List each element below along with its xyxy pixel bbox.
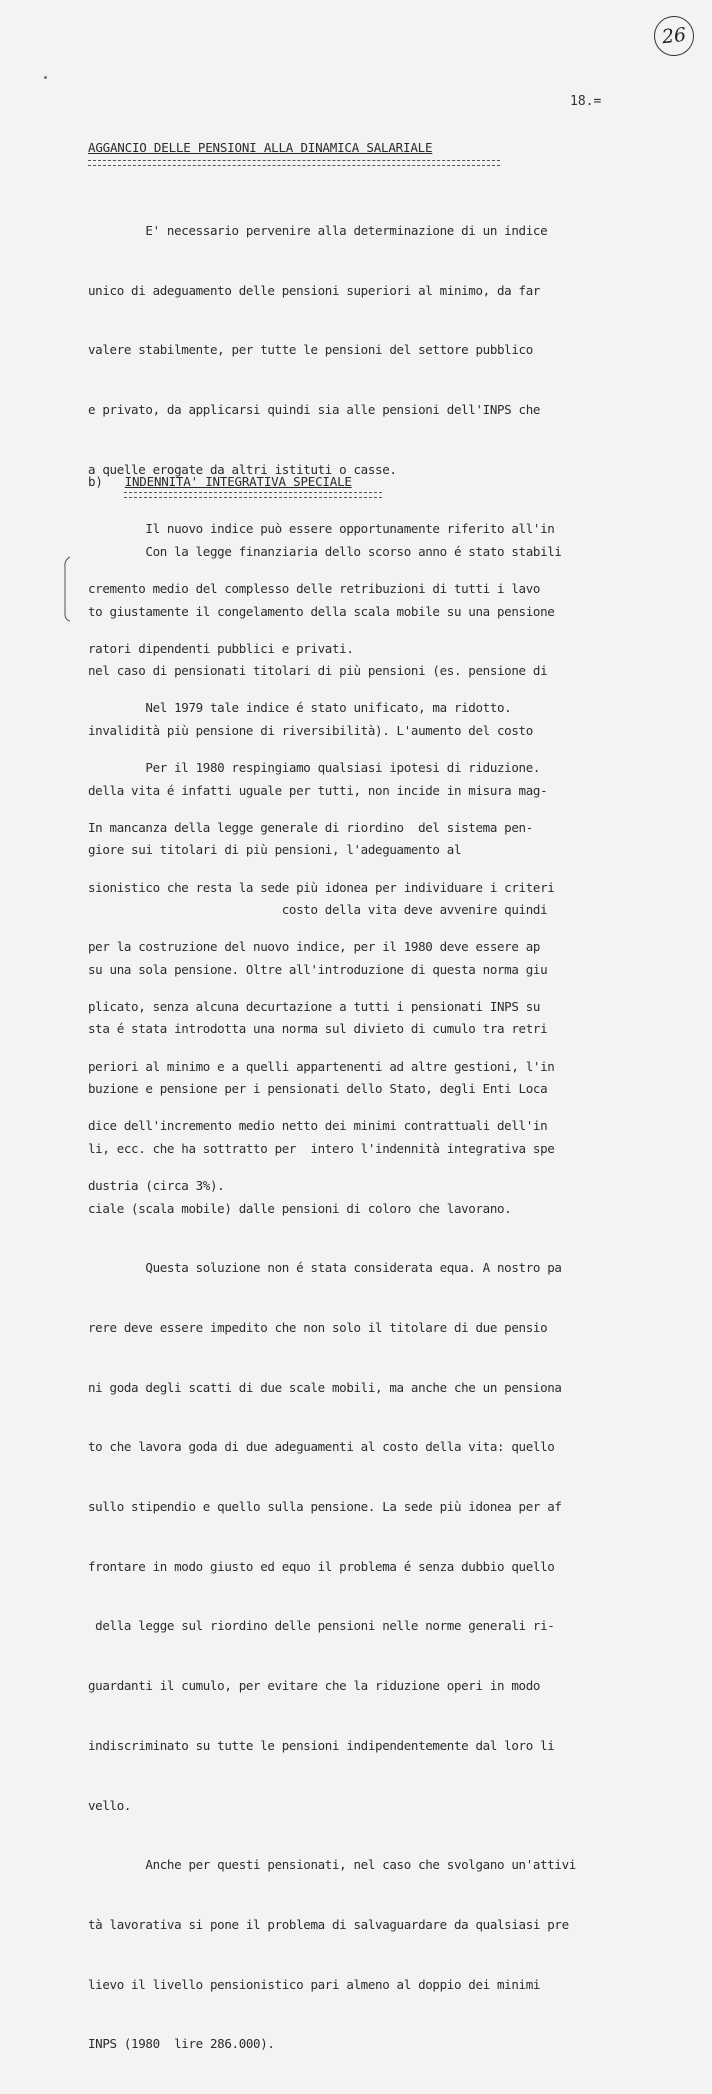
section-title: AGGANCIO DELLE PENSIONI ALLA DINAMICA SALARIALE (88, 140, 433, 155)
title-double-underline (88, 160, 500, 166)
text-line: Il nuovo indice può essere opportunamente riferito all'in (88, 521, 555, 537)
text-line: indiscriminato su tutte le pensioni indipendentemente dal loro li (88, 1737, 555, 1753)
text-line: dice dell'incremento medio netto dei minimi contrattuali dell'in (88, 1118, 548, 1134)
text-line: ciale (scala mobile) dalle pensioni di coloro che lavorano. (88, 1200, 512, 1216)
text-line: sullo stipendio e quello sulla pensione. La sede più idonea per af (88, 1499, 562, 1515)
text-line: e privato, da applicarsi quindi sia alle pensioni dell'INPS che (88, 401, 541, 417)
paragraph-block-2 (88, 502, 648, 2094)
text-line: Nel 1979 tale indice é stato unificato, ma ridotto. (88, 700, 512, 716)
text-line: Con la legge finanziaria dello scorso anno é stato stabili (88, 543, 562, 559)
text-line: a quelle erogate da altri istituti o casse. (88, 461, 397, 477)
text-line: In mancanza della legge generale di riordino del sistema pen- (88, 819, 533, 835)
text-line: valere stabilmente, per tutte le pensioni del settore pubblico (88, 342, 533, 358)
circled-page-number: 26 (652, 14, 696, 58)
text-line: sionistico che resta la sede più idonea per individuare i criteri (88, 879, 555, 895)
text-line: invalidità più pensione di riversibilità). L'aumento del costo (88, 722, 533, 738)
text-line: rere deve essere impedito che non solo il titolare di due pensio (88, 1319, 548, 1335)
text-line: ni goda degli scatti di due scale mobili, ma anche che un pensiona (88, 1379, 562, 1395)
text-line: plicato, senza alcuna decurtazione a tutti i pensionati INPS su (88, 998, 541, 1014)
text-line: buzione e pensione per i pensionati dello Stato, degli Enti Loca (88, 1081, 548, 1097)
text-line: INPS (1980 lire 286.000). (88, 2036, 275, 2052)
text-line: sta é stata introdotta una norma sul divieto di cumulo tra retri (88, 1021, 548, 1037)
subsection-heading (88, 474, 352, 489)
text-line: Per il 1980 respingiamo qualsiasi ipotesi di riduzione. (88, 760, 541, 776)
text-line: vello. (88, 1797, 132, 1813)
text-line: cremento medio del complesso delle retribuzioni di tutti i lavo (88, 581, 541, 597)
text-line: tà lavorativa si pone il problema di salvaguardare da qualsiasi pre (88, 1916, 569, 1932)
text-line: su una sola pensione. Oltre all'introduzione di questa norma giu (88, 961, 548, 977)
text-line: costo della vita deve avvenire quindi (88, 902, 548, 918)
text-line: to che lavora goda di due adeguamenti al costo della vita: quello (88, 1439, 555, 1455)
text-line: periori al minimo e a quelli appartenenti ad altre gestioni, l'in (88, 1058, 555, 1074)
margin-bracket-mark (62, 556, 72, 622)
subsection-prefix: b) (88, 474, 103, 489)
text-line: E' necessario pervenire alla determinazione di un indice (88, 222, 548, 238)
text-line: della vita é infatti uguale per tutti, non incide in misura mag- (88, 782, 548, 798)
text-line: to giustamente il congelamento della scala mobile su una pensione (88, 603, 555, 619)
text-line: giore sui titolari di più pensioni, l'adeguamento al (88, 842, 462, 858)
text-line: lievo il livello pensionistico pari almeno al doppio dei minimi (88, 1976, 541, 1992)
text-line: frontare in modo giusto ed equo il problema é senza dubbio quello (88, 1558, 555, 1574)
text-line: Questa soluzione non é stata considerata equa. A nostro pa (88, 1260, 562, 1276)
speck-mark (44, 76, 47, 79)
text-line: ratori dipendenti pubblici e privati. (88, 640, 354, 656)
text-line: Anche per questi pensionati, nel caso che svolgano un'attivi (88, 1857, 576, 1873)
text-line: guardanti il cumulo, per evitare che la riduzione operi in modo (88, 1678, 541, 1694)
subsection-title: INDENNITA' INTEGRATIVA SPECIALE (124, 474, 352, 489)
text-line: per la costruzione del nuovo indice, per il 1980 deve essere ap (88, 939, 541, 955)
text-line: li, ecc. che ha sottratto per intero l'indennità integrativa spe (88, 1140, 555, 1156)
page-number: 18.= (570, 94, 602, 109)
text-line: dustria (circa 3%). (88, 1178, 225, 1194)
text-line: nel caso di pensionati titolari di più pensioni (es. pensione di (88, 663, 548, 679)
text-line: della legge sul riordino delle pensioni nelle norme generali ri- (88, 1618, 555, 1634)
subsection-double-underline (124, 492, 382, 498)
text-line: unico di adeguamento delle pensioni superiori al minimo, da far (88, 282, 541, 298)
